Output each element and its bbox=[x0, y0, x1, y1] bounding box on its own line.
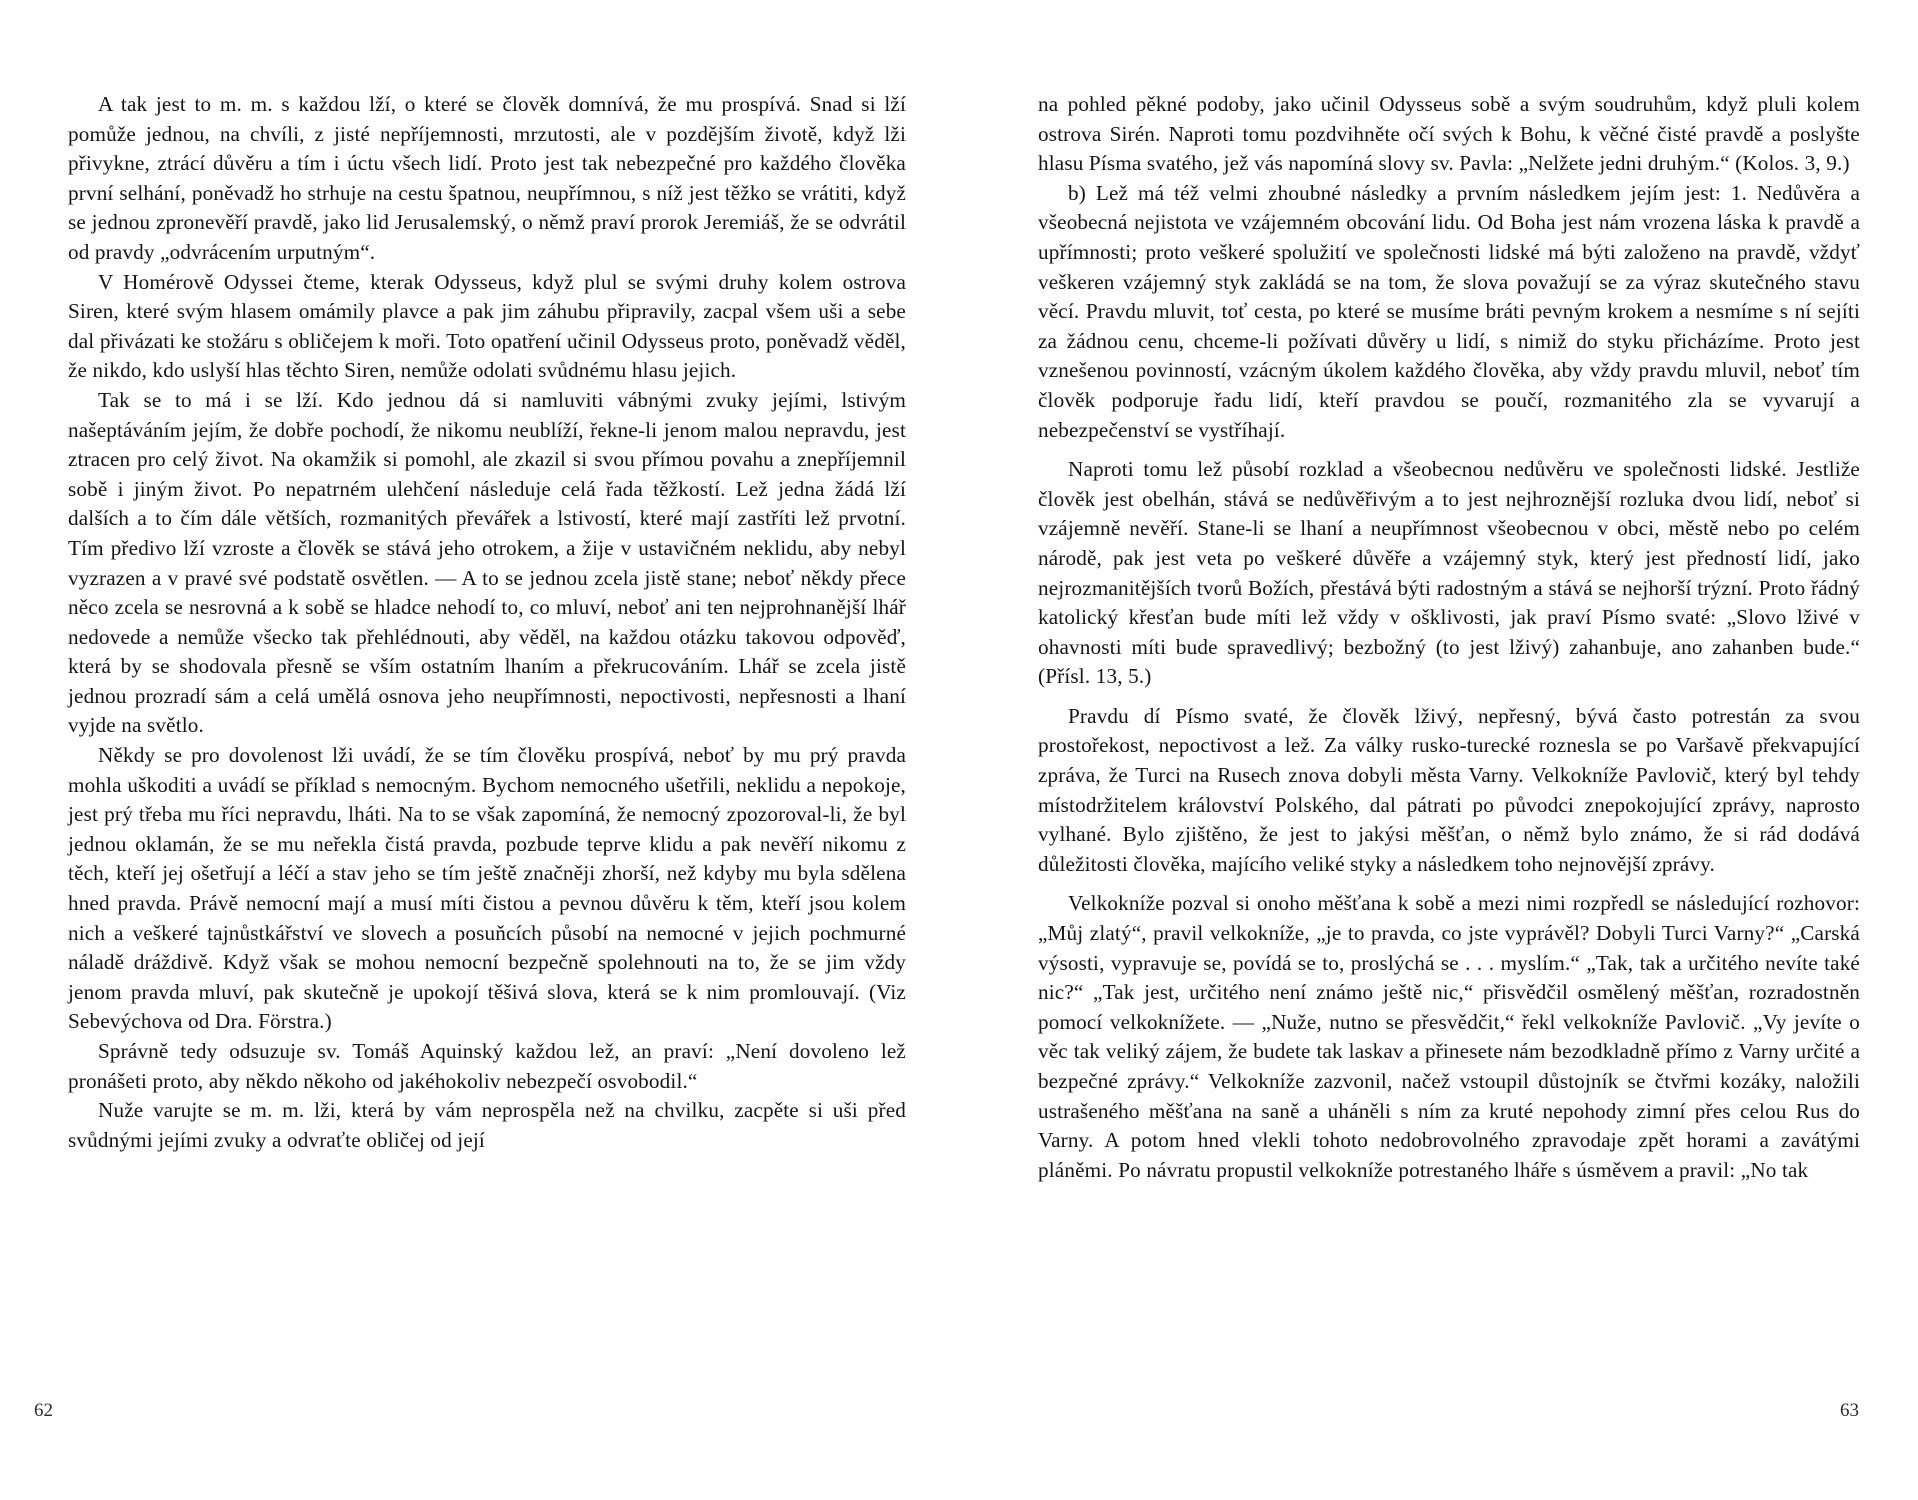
left-paragraph-3: Tak se to má i se lží. Kdo jednou dá si namluviti vábnými zvuky jejími, lstivým našeptáváním jejím, že dobře pochodí, že nikomu neublíží, řekne-li jenom malou nepravdu, jest ztracen pro celý život. Na okamžik si pomohl, ale zkazil si svou přímou povahu a znepříjemnil sobě i jiným život. Po nepatrném ulehčení následuje celá řada těžkostí. Lež jedna žádá lží dalších a to čím dále větších, rozmanitých převářek a lstivostí, které mají zastříti lež prvotní. Tím předivo lží vzroste a člověk se stává jeho otrokem, a žije v ustavičném neklidu, aby nebyl vyzrazen a v pravé své podstatě osvětlen. — A to se jednou zcela jistě stane; neboť někdy přece něco zcela se nesrovná a k sobě se hladce nehodí to, co mluví, neboť ani ten nejprohnanější lhář nedovede a nemůže všecko tak přehlédnouti, aby věděl, na každou otázku takovou odpověď, která by se shodovala přesně se vším ostatním lhaním a překrucováním. Lhář se zcela jistě jednou prozradí sám a celá umělá osnova jeho neupřímnosti, nepoctivosti, nepřesnosti a lhaní vyjde na světlo. bbox=[68, 387, 906, 738]
right-page bbox=[1038, 90, 1860, 1410]
left-page-number: 62 bbox=[34, 1400, 53, 1421]
right-paragraph-3: Naproti tomu lež působí rozklad a všeobecnou nedůvěru ve společnosti lidské. Jestliže člověk jest obelhán, stává se nedůvěřivým a to jest nejhroznější rozluka dvou lidí, neboť si vzájemně nevěří. Stane-li se lhaní a neupřímnost všeobecnou v obci, městě nebo po celém národě, pak jest veta po veškeré důvěře a vzájemný styk, který jest předností lidí, jako nejrozmanitějších tvorů Božích, přestává býti radostným a stává se nejhorší trýzní. Proto řádný katolický křesťan bude míti lež vždy v ošklivosti, jak praví Písmo svaté: „Slovo lživé v ohavnosti míti bude spravedlivý; bezbožný (to jest lživý) zahanbuje, ano zahanben bude.“ (Přísl. 13, 5.) bbox=[1038, 457, 1860, 689]
left-paragraph-1: A tak jest to m. m. s každou lží, o které se člověk domnívá, že mu prospívá. Snad si lží pomůže jednou, na chvíli, z jisté nepříjemnosti, mrzutosti, ale v pozdějším životě, když lži přivykne, ztrácí důvěru a tím i úctu všech lidí. Proto jest tak nebezpečné pro každého člověka první selhání, poněvadž ho strhuje na cestu špatnou, neupřímnou, s níž jest těžko se vrátiti, když se jednou zpronevěří pravdě, jako lid Jerusalemský, o němž praví prorok Jeremiáš, že se odvrátil od pravdy „odvrácením urputným“. bbox=[68, 92, 906, 264]
right-paragraph-4: Pravdu dí Písmo svaté, že člověk lživý, nepřesný, bývá často potrestán za svou prostořekost, nepoctivost a lež. Za války rusko-turecké roznesla se po Varšavě překvapující zpráva, že Turci na Rusech znova dobyli města Varny. Velkokníže Pavlovič, který byl tehdy místodržitelem království Polského, dal pátrati po původci znepokojující zprávy, naprosto vylhané. Bylo zjištěno, že jest to jakýsi měšťan, o němž bylo známo, že si rád dodává důležitosti člověka, majícího veliké styky a následkem toho nejnovější zprávy. bbox=[1038, 703, 1860, 876]
right-page-number: 63 bbox=[1840, 1400, 1859, 1421]
right-paragraph-1: na pohled pěkné podoby, jako učinil Odysseus sobě a svým soudruhům, když pluli kolem ostrova Sirén. Naproti tomu pozdvihněte očí svých k Bohu, k věčné čisté pravdě a poslyšte hlasu Písma svatého, jež vás napomíná slovy sv. Pavla: „Nelžete jedni druhým.“ (Kolos. 3, 9.) bbox=[1038, 92, 1860, 176]
left-paragraph-5: Správně tedy odsuzuje sv. Tomáš Aquinský každou lež, an praví: „Není dovoleno lež pronášeti proto, aby někdo někoho od jakéhokoliv nebezpečí osvobodil.“ bbox=[68, 1039, 906, 1093]
left-paragraph-2: V Homérově Odyssei čteme, kterak Odysseus, když plul se svými druhy kolem ostrova Siren, které svým hlasem omámily plavce a pak jim záhubu připravily, zacpal všem uši a sebe dal přivázati ke stožáru s obličejem k moři. Toto opatření učinil Odysseus proto, poněvadž věděl, že nikdo, kdo uslyší hlas těchto Siren, nemůže odolati svůdnému hlasu jejich. bbox=[68, 269, 906, 383]
right-paragraph-2: b) Lež má též velmi zhoubné následky a prvním následkem jejím jest: 1. Nedůvěra a všeobecná nejistota ve vzájemném obcování lidu. Od Boha jest nám vrozena láska k pravdě a upřímnosti; proto veškeré spolužití ve společnosti lidské má býti založeno na pravdě, vždyť veškeren vzájemný styk zakládá se na tom, že slova považují se za výraz skutečného stavu věcí. Pravdu mluvit, toť cesta, po které se musíme bráti pevným krokem a nesmíme s ní sejíti za žádnou cenu, chceme-li požívati důvěry u lidí, s nimiž do styku přicházíme. Proto jest vznešenou povinností, vzácným úkolem každého člověka, aby vždy pravdu mluvil, neboť tím člověk podporuje řadu lidí, kteří pravdou se poučí, rozmanitého zla se vyvarují a nebezpečenství se vystříhají. bbox=[1038, 180, 1860, 442]
left-page bbox=[68, 90, 906, 1410]
right-paragraph-5: Velkokníže pozval si onoho měšťana k sobě a mezi nimi rozpředl se následující rozhovor: „Můj zlatý“, pravil velkokníže, „je to pravda, co jste vyprávěl? Dobyli Turci Varny?“ „Carská výsosti, vypravuje se, povídá se to, proslýchá se . . . myslím.“ „Tak, tak a určitého nevíte také nic?“ „Tak jest, určitého není známo ještě nic,“ přisvědčil osmělený měšťan, rozradostněn pomocí velkoknížete. — „Nuže, nutno se přesvědčit,“ řekl velkokníže Pavlovič. „Vy jevíte o věc tak veliký zájem, že budete tak laskav a přinesete nám bezodkladně přímo z Varny určité a bezpečné zprávy.“ Velkokníže zazvonil, načež vstoupil důstojník se čtvřmi kozáky, naložili ustrašeného měšťana na saně a uháněli s ním za kruté nepohody zimní přes celou Rus do Varny. A potom hned vlekli tohoto nedobrovolného zpravodaje zpět horami a zavátými pláněmi. Po návratu propustil velkokníže potrestaného lháře s úsměvem a pravil: „No tak bbox=[1038, 891, 1860, 1182]
left-paragraph-4: Někdy se pro dovolenost lži uvádí, že se tím člověku prospívá, neboť by mu prý pravda mohla uškoditi a uvádí se příklad s nemocným. Bychom nemocného ušetřili, neklidu a nepokoje, jest prý třeba mu říci nepravdu, lháti. Na to se však zapomíná, že nemocný zpozoroval-li, že byl jednou oklamán, že se mu neřekla čistá pravda, pozbude teprve klidu a pak nevěří nikomu z těch, kteří jej ošetřují a léčí a stav jeho se tím ještě značněji zhorší, než kdyby mu byla sdělena hned pravda. Právě nemocní mají a musí míti čistou a pevnou důvěru k těm, kteří jsou kolem nich a veškeré tajnůstkářství ve slovech a posuňcích působí na nemocné v jejich pochmurné náladě dráždivě. Když však se mohou nemocní bezpečně spolehnouti na to, že se jim vždy jenom pravda mluví, pak skutečně je upokojí těšivá slova, která se k nim promlouvají. (Viz Sebevýchova od Dra. Förstra.) bbox=[68, 743, 906, 1034]
left-paragraph-6: Nuže varujte se m. m. lži, která by vám neprospěla než na chvilku, zacpěte si uši před svůdnými jejími zvuky a odvraťte obličej od její bbox=[68, 1098, 906, 1152]
